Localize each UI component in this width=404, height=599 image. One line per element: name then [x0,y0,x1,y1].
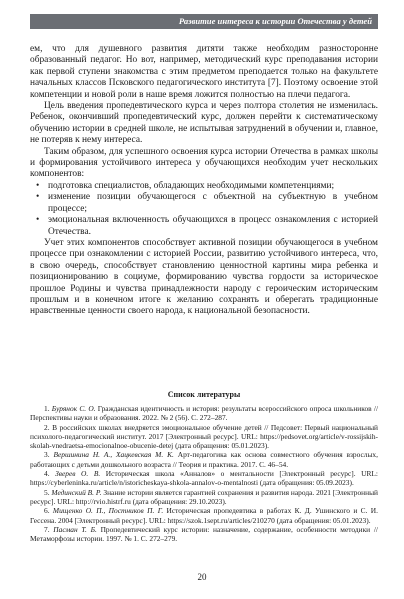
reference-author: Зверев О. В. [55,469,101,479]
bullet-marker: • [36,180,40,191]
reference-text: Арт-педагогика как основа совместного обучения взрослых, работающих с детьми дошкольного возраста // Теория и практика. 2017. С. 46–54. [30,450,378,469]
paragraph: ем, что для душевного развития дитяти также необходим разносторонне образованный педагог. Но вот, например, методический курс преподавания истории как первой ступени знакомства с этим предметом преподается только на факультете начальных классов Псковского педагогического института [7]. Поэтому освоение этой компетенции и новой роли в наше время ложится полностью на плечи педагога. [30,44,378,100]
reference-text: Пропедевтический курс истории: назначение, содержание, особенности методики // Метаморфозы истории. 1997. № 1. С. 272–279. [30,524,378,544]
reference-item [30,506,378,525]
bullet-marker: • [36,192,40,203]
reference-text: Гражданская идентичность и история: результаты всероссийского опроса школьников // Перспективы науки и образования. 2022. № 2 (56). С. 272–287. [30,404,378,423]
list-item-text: изменение позиции обучающегося с объектной на субъектную в учебном процессе; [48,192,378,214]
reference-number: 5. [44,487,50,497]
reference-author: Вершинина Н. А., Хацкевская М. К. [53,450,174,460]
reference-number: 7. [44,524,50,534]
reference-number: 4. [44,469,50,479]
paragraph: Цель введения пропедевтического курса и через полтора столетия не изменилась. Ребенок, окончивший пропедевтический курс, должен перейти к систематическому обучению истории в средней школе, не испытывая затруднений в обучении и, главное, не потеряв к нему интереса. [30,101,378,146]
reference-number: 3. [44,450,50,460]
reference-author: Мищенко О. П., Постников П. Г. [52,506,164,516]
reference-number: 2. [44,422,50,432]
body-text [30,44,378,318]
running-header: Развитие интереса к истории Отечества у детей [30,14,378,29]
references-list [30,404,378,543]
bullet-marker: • [36,215,40,226]
reference-text: В российских школах внедряется эмоциональное обучение детей // Педсовет: Первый национальный психолого-педагогический институт. 2017 [Электронный ресурс]. URL: https://pedsovet.org/article/v-rossijskih-skolah-vnedraetsa-emocionalnoe-obucenie-detej (дата обращения: 05.01.2023). [30,422,378,451]
list-item-text: подготовка специалистов, обладающих необходимыми компетенциями; [48,180,335,191]
paragraph: Учет этих компонентов способствует активной позиции обучающегося в учебном процессе при ознакомлении с историей России, развитию устойчивого интереса, что, в свою очередь, способствует становлению ценностной картины мира ребенка и позиционированию в социуме, формированию чувства гордости за историческое прошлое Родины и чувства принадлежности народу с героическим историческим прошлым и в конечном итоге к желанию сохранять и оберегать традиционные нравственные ценности своего народа, к национальной безопасности. [30,237,378,317]
components-list [30,181,378,238]
reference-text: Знание истории является гарантией сохранения и развития народа. 2021 [Электронный ресурс]. URL: http://rvio.histrf.ru (дата обращения: 29.10.2023). [30,487,378,506]
reference-text: Историческая пропедевтика в работах К. Д. Ушинского и С. И. Гессена. 2004 [Электронный ресурс]. URL: https://szok.1sept.ru/articles/210270 (дата обращения: 05.01.2023). [30,506,378,525]
list-item [30,192,378,215]
reference-number: 6. [44,506,50,516]
reference-item [30,423,378,451]
list-item [30,181,378,192]
reference-item [30,525,378,544]
reference-author: Мединский В. Р. [51,487,102,497]
reference-number: 1. [44,404,50,413]
page-number: 20 [197,572,207,582]
reference-author: Пасман Т. Б. [53,524,97,534]
list-item [30,215,378,238]
paragraph: Таким образом, для успешного освоения курса истории Отечества в рамках школы и формирования устойчивого интереса у обучающихся необходим учет нескольких компонентов: [30,146,378,180]
references-title: Список литературы [167,390,241,399]
reference-item [30,469,378,488]
list-item-text: эмоциональная включенность обучающихся в процесс ознакомления с историей Отечества. [48,215,378,237]
reference-item [30,404,378,423]
reference-text: Историческая школа «Анналов» о ментальности [Электронный ресурс]. URL: https://cyberleninka.ru/article/n/istoricheskaya-shkola-annalov-o-mentalnosti (дата обращения: 05.09.2023). [30,469,378,488]
reference-author: Бурянок С. О. [51,404,96,413]
reference-item [30,450,378,469]
reference-item [30,488,378,507]
